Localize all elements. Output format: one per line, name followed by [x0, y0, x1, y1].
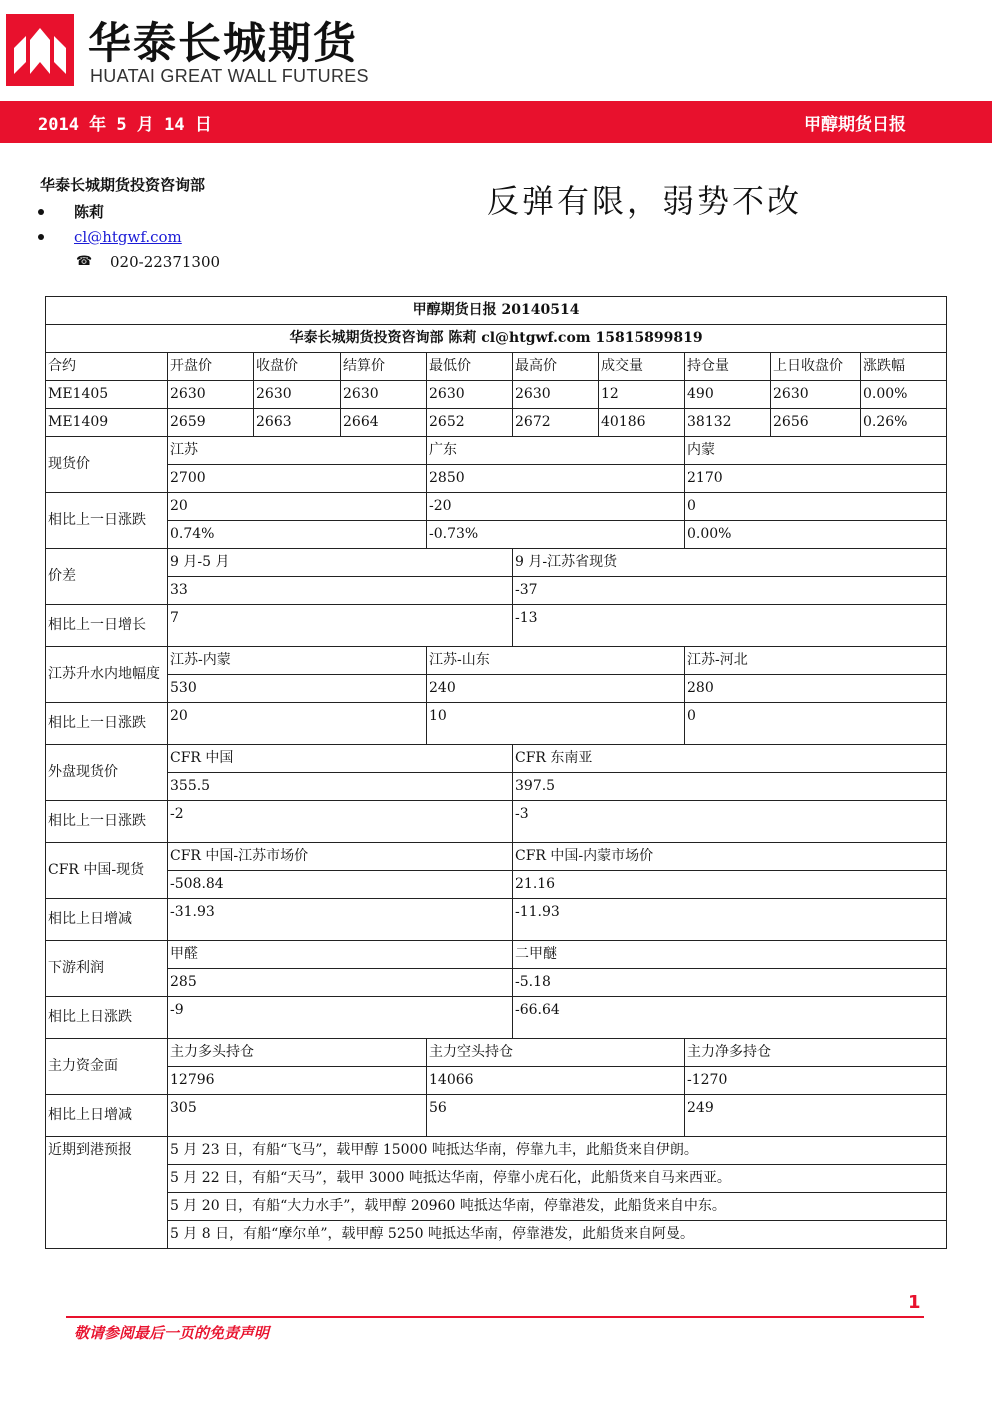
row-label: 相比上日增减 [46, 1095, 168, 1137]
table-cell: 主力多头持仓 [168, 1039, 427, 1067]
bullet-icon [38, 209, 44, 215]
table-cell: 内蒙 [685, 437, 947, 465]
author-name-line [38, 201, 104, 222]
row-label: 相比上日涨跌 [46, 997, 168, 1039]
table-cell: 7 [168, 605, 513, 647]
table-cell: 江苏 [168, 437, 427, 465]
table-cell: 9 月-5 月 [168, 549, 513, 577]
row-label: 现货价 [46, 437, 168, 493]
author-phone: 020-22371300 [110, 253, 221, 271]
table-cell: 56 [427, 1095, 685, 1137]
footer-divider [66, 1316, 924, 1318]
header-cell: 合约 [46, 353, 168, 381]
table-cell: CFR 中国-江苏市场价 [168, 843, 513, 871]
header-cell: 最低价 [427, 353, 513, 381]
bullet-icon [38, 234, 44, 240]
table-cell: -66.64 [513, 997, 947, 1039]
table-cell: 280 [685, 675, 947, 703]
table-cell: 江苏-山东 [427, 647, 685, 675]
table-cell: CFR 中国-内蒙市场价 [513, 843, 947, 871]
table-cell: 33 [168, 577, 513, 605]
row-label: 近期到港预报 [46, 1137, 168, 1249]
table-cell: 主力空头持仓 [427, 1039, 685, 1067]
author-dept: 华泰长城期货投资咨询部 [40, 176, 206, 194]
row-label: 价差 [46, 549, 168, 605]
table-cell: -20 [427, 493, 685, 521]
table-cell: 12 [599, 381, 685, 409]
table-cell: 广东 [427, 437, 685, 465]
row-label: 相比上一日涨跌 [46, 801, 168, 843]
table-cell: 2672 [513, 409, 599, 437]
page-number: 1 [908, 1292, 921, 1313]
table-cell: 甲醛 [168, 941, 513, 969]
row-label: 外盘现货价 [46, 745, 168, 801]
disclaimer-note: 敬请参阅最后一页的免责声明 [74, 1324, 270, 1342]
report-table [45, 296, 947, 1249]
brand-name-cn: 华泰长城期货 [88, 19, 358, 69]
table-cell: CFR 东南亚 [513, 745, 947, 773]
table-cell: -3 [513, 801, 947, 843]
table-cell: 285 [168, 969, 513, 997]
table-cell: 0.00% [861, 381, 947, 409]
table-cell: CFR 中国 [168, 745, 513, 773]
table-cell: 10 [427, 703, 685, 745]
table-cell: 2630 [513, 381, 599, 409]
header-cell: 涨跌幅 [861, 353, 947, 381]
row-label: CFR 中国-现货 [46, 843, 168, 899]
header-cell: 结算价 [341, 353, 427, 381]
table-cell: 2630 [168, 381, 254, 409]
headline: 反弹有限，弱势不改 [487, 182, 803, 220]
table-cell: 2664 [341, 409, 427, 437]
row-label: 江苏升水内地幅度 [46, 647, 168, 703]
table-cell: 40186 [599, 409, 685, 437]
table-cell: 397.5 [513, 773, 947, 801]
table-cell: -5.18 [513, 969, 947, 997]
header-cell: 成交量 [599, 353, 685, 381]
table-cell: 12796 [168, 1067, 427, 1095]
table-cell: 9 月-江苏省现货 [513, 549, 947, 577]
table-cell: 14066 [427, 1067, 685, 1095]
table-cell: 249 [685, 1095, 947, 1137]
header-cell: 上日收盘价 [771, 353, 861, 381]
report-date: 2014 年 5 月 14 日 [38, 114, 212, 135]
table-cell: 2659 [168, 409, 254, 437]
row-label: 相比上日增减 [46, 899, 168, 941]
table-cell: -13 [513, 605, 947, 647]
phone-icon: ☎ [76, 254, 93, 269]
table-cell: -37 [513, 577, 947, 605]
author-name: 陈莉 [74, 203, 105, 221]
arrival-item: 5 月 20 日，有船“大力水手”，载甲醇 20960 吨抵达华南，停靠港发，此船货来自中东。 [168, 1193, 947, 1221]
table-subtitle: 华泰长城期货投资咨询部 陈莉 cl@htgwf.com 15815899819 [46, 325, 947, 353]
table-cell: 2630 [341, 381, 427, 409]
table-cell: 21.16 [513, 871, 947, 899]
table-cell: 2652 [427, 409, 513, 437]
table-cell: 2170 [685, 465, 947, 493]
table-cell: 0 [685, 493, 947, 521]
table-cell: 江苏-内蒙 [168, 647, 427, 675]
table-cell: 355.5 [168, 773, 513, 801]
table-cell: 2656 [771, 409, 861, 437]
table-cell: -1270 [685, 1067, 947, 1095]
table-header-row [46, 353, 947, 381]
table-cell: 0.00% [685, 521, 947, 549]
table-cell: 二甲醚 [513, 941, 947, 969]
author-email-link[interactable]: cl@htgwf.com [74, 228, 182, 246]
report-type: 甲醇期货日报 [804, 114, 906, 135]
table-cell: 江苏-河北 [685, 647, 947, 675]
row-label: 相比上一日涨跌 [46, 703, 168, 745]
arrival-item: 5 月 23 日，有船“飞马”，载甲醇 15000 吨抵达华南，停靠九丰，此船货来自伊朗。 [168, 1137, 947, 1165]
arrival-item: 5 月 8 日，有船“摩尔单”，载甲醇 5250 吨抵达华南，停靠港发，此船货来自阿曼。 [168, 1221, 947, 1249]
logo-icon [6, 14, 74, 86]
table-cell: 305 [168, 1095, 427, 1137]
table-cell: 20 [168, 703, 427, 745]
table-cell: -11.93 [513, 899, 947, 941]
row-label: 主力资金面 [46, 1039, 168, 1095]
row-label: 下游利润 [46, 941, 168, 997]
row-label: 相比上一日涨跌 [46, 493, 168, 549]
table-cell: -0.73% [427, 521, 685, 549]
row-label: 相比上一日增长 [46, 605, 168, 647]
table-row [46, 409, 947, 437]
author-email-line [38, 228, 182, 246]
table-cell: 20 [168, 493, 427, 521]
table-cell: 主力净多持仓 [685, 1039, 947, 1067]
header-banner [0, 101, 992, 143]
table-cell: -31.93 [168, 899, 513, 941]
table-cell: 0 [685, 703, 947, 745]
table-cell: ME1405 [46, 381, 168, 409]
table-cell: 0.74% [168, 521, 427, 549]
table-cell: 2630 [427, 381, 513, 409]
header-cell: 开盘价 [168, 353, 254, 381]
header-cell: 最高价 [513, 353, 599, 381]
table-cell: -9 [168, 997, 513, 1039]
table-cell: 490 [685, 381, 771, 409]
table-cell: 0.26% [861, 409, 947, 437]
table-cell: 2630 [771, 381, 861, 409]
table-cell: 2700 [168, 465, 427, 493]
header-cell: 收盘价 [254, 353, 341, 381]
table-cell: -508.84 [168, 871, 513, 899]
table-cell: 2850 [427, 465, 685, 493]
table-cell: 38132 [685, 409, 771, 437]
brand-name-en: HUATAI GREAT WALL FUTURES [90, 66, 369, 86]
table-row [46, 381, 947, 409]
table-cell: ME1409 [46, 409, 168, 437]
arrival-item: 5 月 22 日，有船“天马”，载甲 3000 吨抵达华南，停靠小虎石化，此船货来自马来西亚。 [168, 1165, 947, 1193]
table-title: 甲醇期货日报 20140514 [46, 297, 947, 325]
table-cell: 2630 [254, 381, 341, 409]
header-cell: 持仓量 [685, 353, 771, 381]
table-cell: -2 [168, 801, 513, 843]
table-cell: 530 [168, 675, 427, 703]
table-cell: 240 [427, 675, 685, 703]
table-cell: 2663 [254, 409, 341, 437]
